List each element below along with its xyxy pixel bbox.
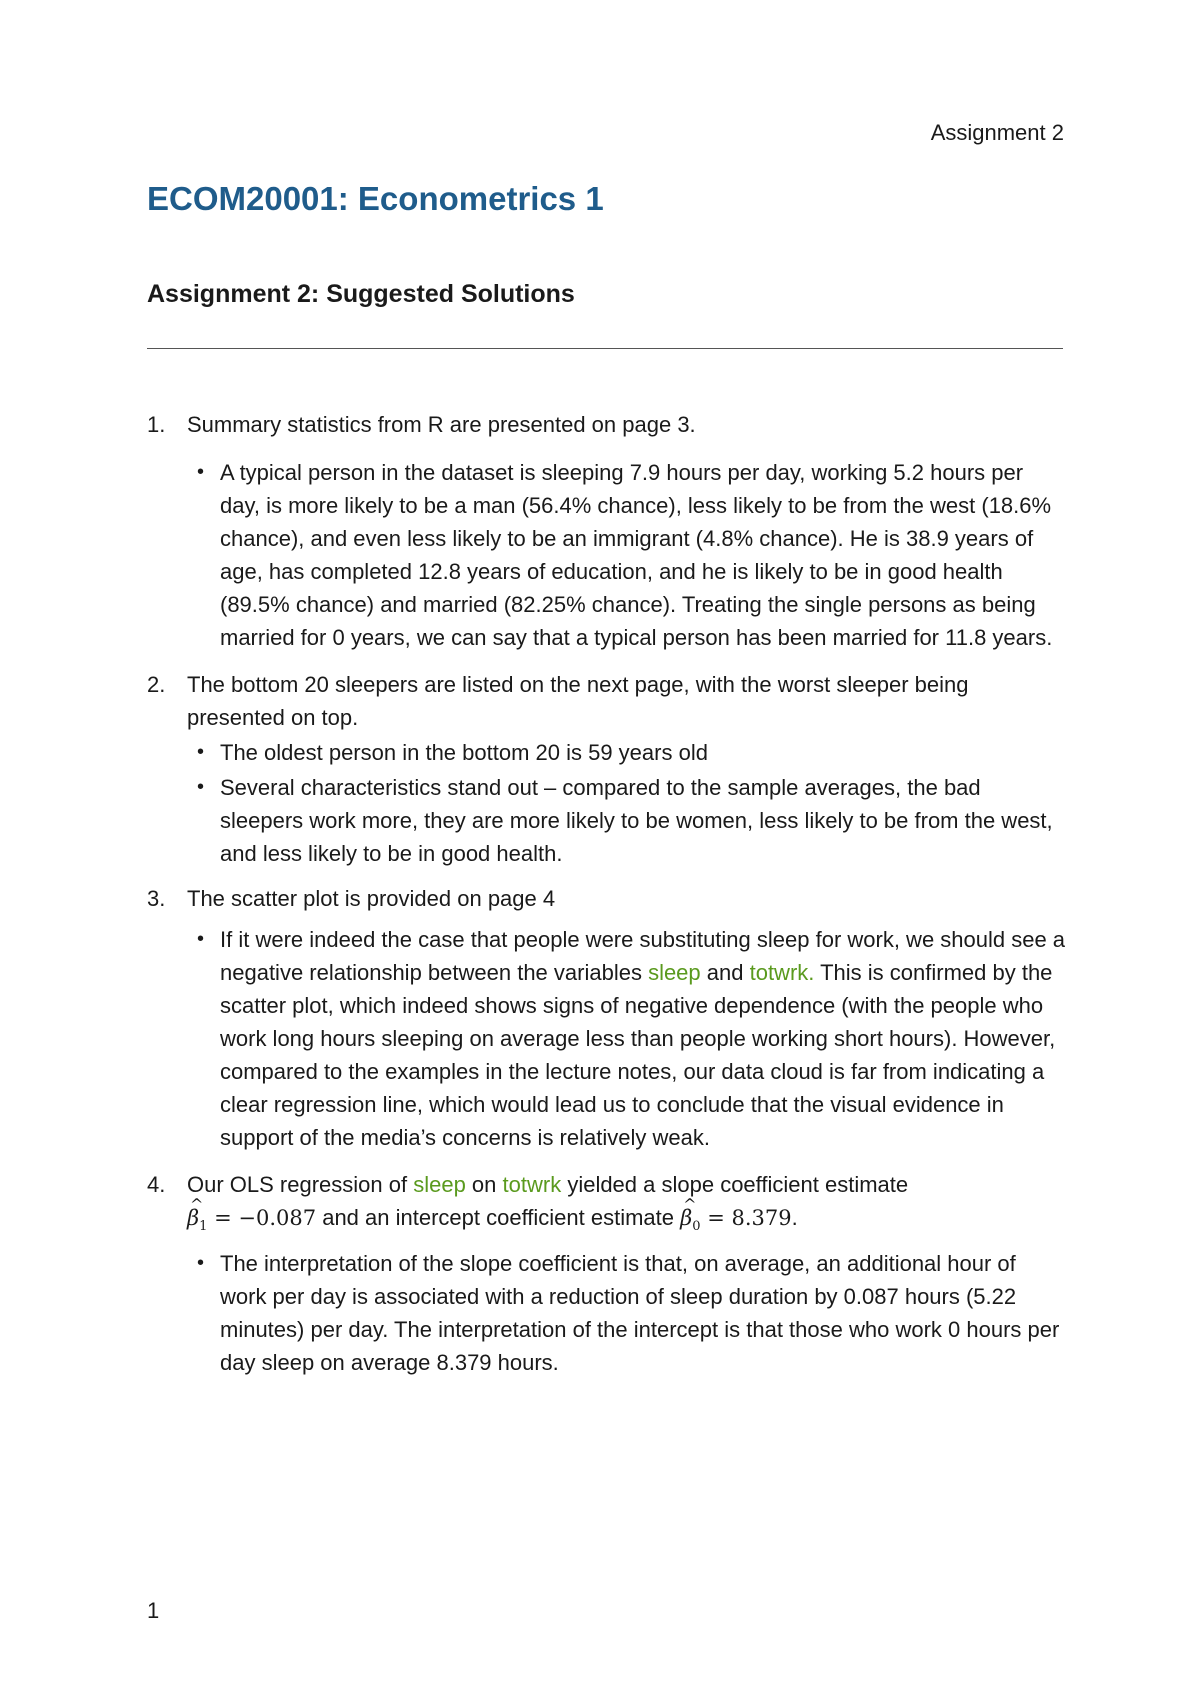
question-number: 3. xyxy=(147,886,166,911)
variable-sleep: sleep xyxy=(413,1172,466,1197)
slope-estimate-formula: ^ $\beta_1 = -0.087$ xyxy=(187,1206,316,1230)
list-item: • If it were indeed the case that people were substituting sleep for work, we should see a negative relationship between the variables sleep and totwrk. This is confirmed by the scatter plot, which indeed shows signs of negative dependence (with the people who work long hours sleeping on average less than people working short hours). However, compared to the examples in the lecture notes, our data cloud is far from indicating a clear regression line, which would lead us to conclude that the visual evidence in support of the media’s concerns is relatively weak. xyxy=(187,923,1067,1154)
document-subtitle: Assignment 2: Suggested Solutions xyxy=(147,280,575,308)
question-number: 1. xyxy=(147,412,166,437)
question-text: The bottom 20 sleepers are listed on the next page, with the worst sleeper being presented on top. xyxy=(187,672,969,730)
question-4 xyxy=(147,1168,1067,1379)
variable-totwrk: totwrk xyxy=(502,1172,562,1197)
solutions-list xyxy=(147,408,1067,1379)
question-1 xyxy=(147,408,1067,654)
list-item: • Several characteristics stand out – compared to the sample averages, the bad sleepers work more, they are more likely to be women, less likely to be from the west, and less likely to be in good health. xyxy=(187,771,1067,870)
question-3 xyxy=(147,882,1067,1154)
question-text: Summary statistics from R are presented on page 3. xyxy=(187,412,696,437)
page-number: 1 xyxy=(147,1598,160,1623)
bullet-list xyxy=(187,923,1067,1154)
question-number: 4. xyxy=(147,1172,166,1197)
list-item: • The oldest person in the bottom 20 is 59 years old xyxy=(187,736,1067,769)
bullet-list xyxy=(187,1247,1067,1379)
variable-totwrk: totwrk. xyxy=(749,960,815,985)
document-title: ECOM20001: Econometrics 1 xyxy=(147,180,604,217)
bullet-list xyxy=(187,736,1067,870)
bullet-list xyxy=(187,456,1067,654)
intercept-estimate-formula: ^ $\beta_0 = 8.379$ xyxy=(680,1206,792,1230)
question-2 xyxy=(147,668,1067,870)
question-number: 2. xyxy=(147,672,166,697)
horizontal-rule xyxy=(147,348,1063,349)
running-header: Assignment 2 xyxy=(930,120,1064,145)
question-text: The scatter plot is provided on page 4 xyxy=(187,886,556,911)
variable-sleep: sleep xyxy=(648,960,701,985)
list-item: • The interpretation of the slope coefficient is that, on average, an additional hour of work per day is associated with a reduction of sleep duration by 0.087 hours (5.22 minutes) per day. The interpretation of the intercept is that those who work 0 hours per day sleep on average 8.379 hours. xyxy=(187,1247,1067,1379)
question-text: Our OLS regression of sleep on totwrk yielded a slope coefficient estimate ^ $\beta_1 = -0.087$ and an intercept coefficient estimate ^ $\beta_0 = 8.379$. xyxy=(187,1168,1067,1243)
list-item: • A typical person in the dataset is sleeping 7.9 hours per day, working 5.2 hours per day, is more likely to be a man (56.4% chance), less likely to be from the west (18.6% chance), and even less likely to be an immigrant (4.8% chance). He is 38.9 years of age, has completed 12.8 years of education, and he is likely to be in good health (89.5% chance) and married (82.25% chance). Treating the single persons as being married for 0 years, we can say that a typical person has been married for 11.8 years. xyxy=(187,456,1067,654)
